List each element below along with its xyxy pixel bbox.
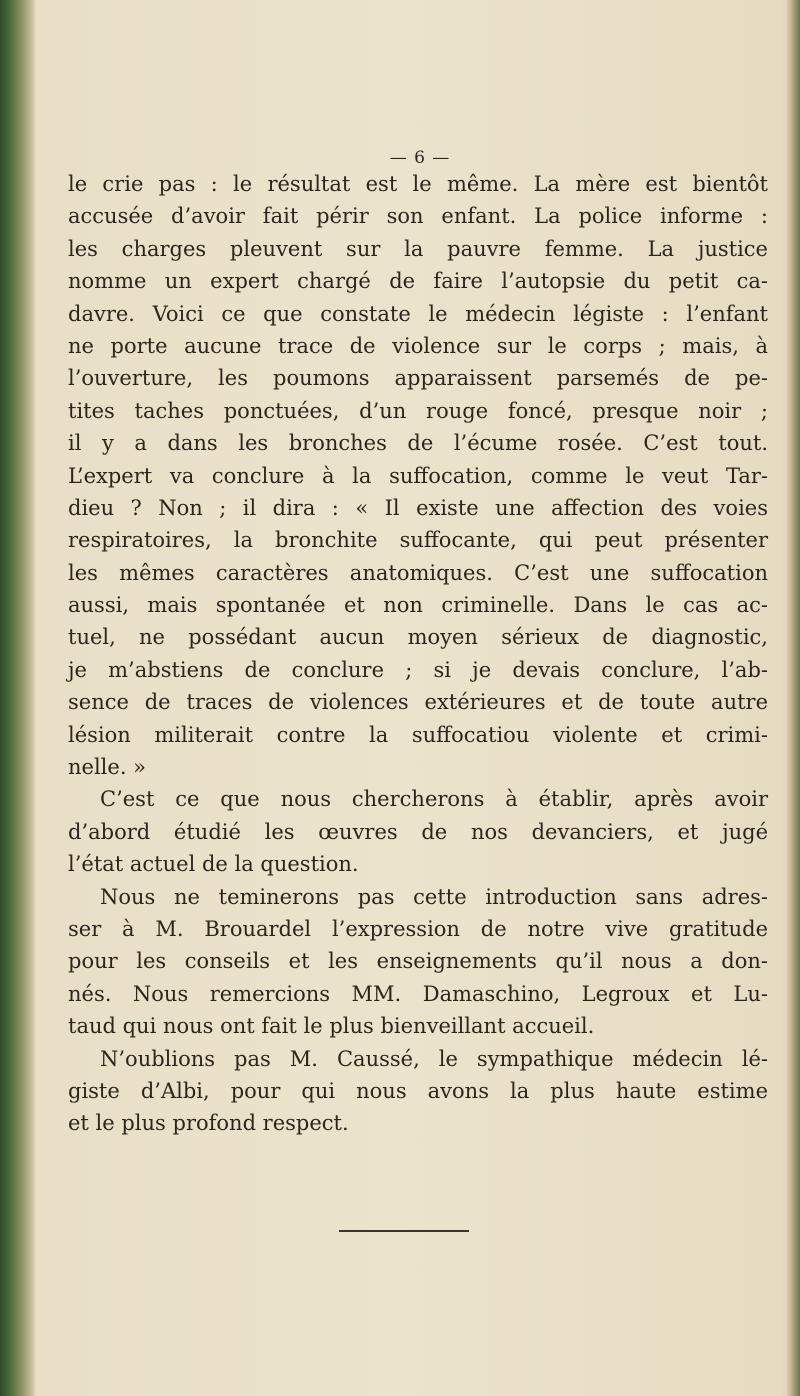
text-line: taud qui nous ont fait le plus bienveillant accueil.	[68, 1014, 595, 1039]
text-line: d’abord étudié les œuvres de nos devanciers, et jugé	[68, 819, 768, 844]
text-line: ne porte aucune trace de violence sur le corps ; mais, à	[68, 333, 768, 358]
text-line: nomme un expert chargé de faire l’autopsie du petit ca-	[68, 269, 768, 294]
text-line: Nous ne teminerons pas cette introduction sans adres-	[100, 884, 768, 909]
text-line: lésion militerait contre la suffocatiou violente et crimi-	[68, 722, 768, 747]
text-line: respiratoires, la bronchite suffocante, qui peut présenter	[68, 528, 768, 553]
text-line: nés. Nous remercions MM. Damaschino, Legroux et Lu-	[68, 981, 768, 1006]
text-line: le crie pas : le résultat est le même. La mère est bientôt	[68, 172, 768, 196]
text-line: les mêmes caractères anatomiques. C’est une suffocation	[68, 560, 768, 585]
page-number: — 6 —	[389, 148, 451, 168]
text-line: l’état actuel de la question.	[68, 852, 359, 877]
text-line: davre. Voici ce que constate le médecin légiste : l’enfant	[68, 301, 768, 326]
text-line: ser à M. Brouardel l’expression de notre vive gratitude	[68, 916, 768, 941]
text-line: C’est ce que nous chercherons à établir, après avoir	[100, 787, 768, 812]
text-line: je m’abstiens de conclure ; si je devais conclure, l’ab-	[68, 657, 768, 682]
end-rule	[339, 1230, 469, 1232]
text-line: giste d’Albi, pour qui nous avons la plus haute estime	[68, 1078, 768, 1103]
text-line: dieu ? Non ; il dira : « Il existe une affection des voies	[68, 495, 768, 520]
body-text	[68, 168, 768, 1140]
text-line: aussi, mais spontanée et non criminelle. Dans le cas ac-	[68, 593, 768, 618]
text-line: sence de traces de violences extérieures et de toute autre	[68, 690, 768, 715]
text-line: l’ouverture, les poumons apparaissent parsemés de pe-	[68, 366, 768, 391]
text-line: pour les conseils et les enseignements qu’il nous a don-	[68, 949, 768, 974]
text-line: les charges pleuvent sur la pauvre femme. La justice	[68, 236, 768, 261]
text-line: L’expert va conclure à la suffocation, comme le veut Tar-	[68, 463, 768, 488]
text-line: tites taches ponctuées, d’un rouge foncé, presque noir ;	[68, 398, 768, 423]
text-line: nelle. »	[68, 755, 147, 780]
text-line: accusée d’avoir fait périr son enfant. La police informe :	[68, 204, 768, 229]
text-line: N’oublions pas M. Caussé, le sympathique médecin lé-	[100, 1046, 768, 1071]
text-line: il y a dans les bronches de l’écume rosée. C’est tout.	[68, 431, 768, 456]
text-line: tuel, ne possédant aucun moyen sérieux de diagnostic,	[68, 625, 768, 650]
page-binding-shadow-left	[0, 0, 36, 1396]
text-line: et le plus profond respect.	[68, 1111, 349, 1136]
page-edge-right	[786, 0, 800, 1396]
